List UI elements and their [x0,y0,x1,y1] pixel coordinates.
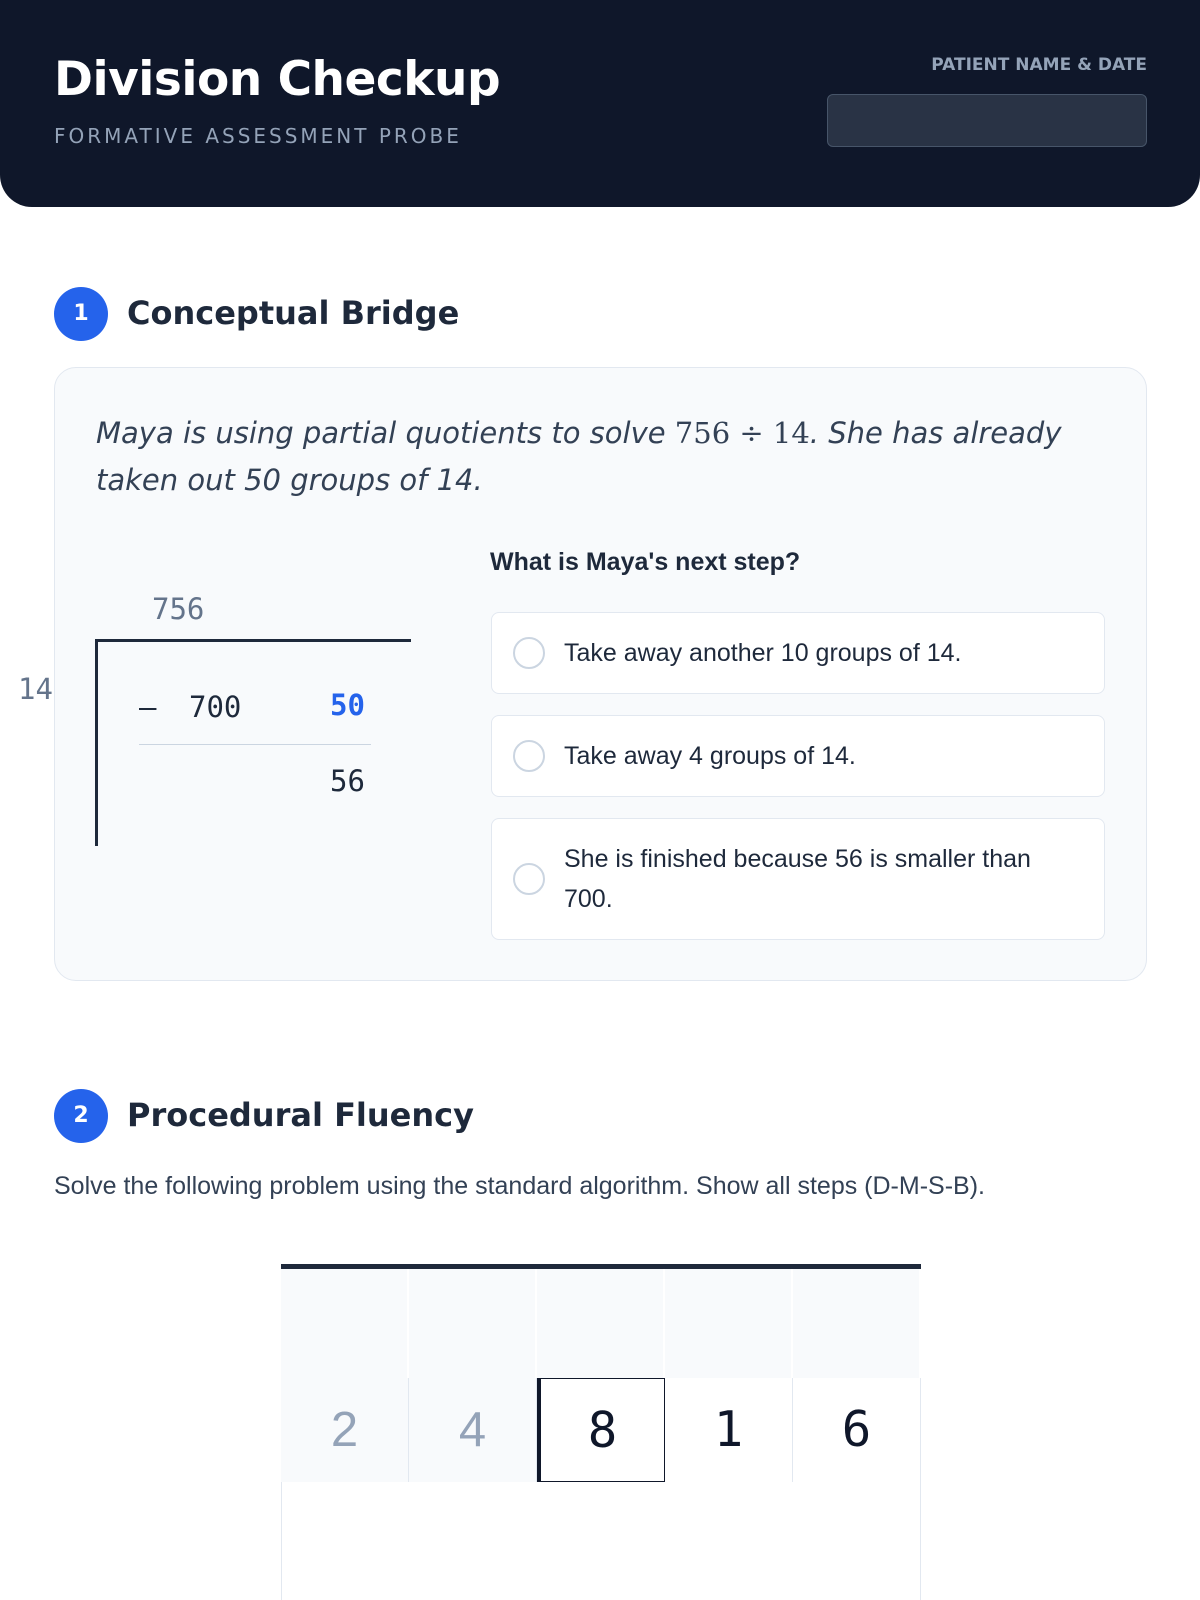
dividend-digit: 6 [793,1378,921,1482]
patient-name-date-label: PATIENT NAME & DATE [931,55,1147,75]
division-bracket-left [95,639,98,846]
dividend-digit: 8 [537,1378,665,1482]
partial-quotient: 50 [330,688,365,722]
option-label: She is finished because 56 is smaller than 700. [564,845,1031,913]
quotient-cell[interactable] [793,1269,920,1382]
minus-sign: — [139,690,157,724]
divisor-digit: 2 [281,1378,409,1482]
dividend-digit: 1 [665,1378,793,1482]
answer-option[interactable] [491,715,1105,797]
section-title: Conceptual Bridge [127,294,460,332]
prompt-text: . She has already taken out 50 groups of 14. [96,416,1062,497]
section-title: Procedural Fluency [127,1096,474,1134]
section-number-badge: 1 [54,287,108,341]
radio-button[interactable] [513,637,545,669]
problem-prompt [96,410,1116,504]
remainder-value: 56 [330,764,365,798]
quotient-cell[interactable] [281,1269,408,1382]
dividend: 756 [152,592,205,626]
answer-option[interactable] [491,612,1105,694]
radio-button[interactable] [513,863,545,895]
division-bracket-top [95,639,411,642]
instructions-text: Solve the following problem using the standard algorithm. Show all steps (D-M-S-B). [54,1172,985,1200]
work-area[interactable] [281,1482,921,1600]
divisor-digit: 4 [409,1378,537,1482]
prompt-text: Maya is using partial quotients to solve [96,416,675,450]
page-header [0,0,1200,207]
subtracted-value: 700 [189,690,242,724]
page-subtitle: FORMATIVE ASSESSMENT PROBE [54,124,462,148]
prompt-math: 756 ÷ 14 [674,416,810,450]
section-number-badge: 2 [54,1089,108,1143]
quotient-cell[interactable] [665,1269,792,1382]
page-title: Division Checkup [54,52,501,107]
option-label: Take away another 10 groups of 14. [564,639,962,667]
answer-option[interactable] [491,818,1105,940]
divisor: 14 [18,672,53,706]
patient-name-date-input[interactable] [827,94,1147,147]
quotient-cell[interactable] [409,1269,536,1382]
quotient-cell[interactable] [537,1269,664,1382]
question-text: What is Maya's next step? [490,548,801,576]
subtraction-line [139,744,371,745]
radio-button[interactable] [513,740,545,772]
option-label: Take away 4 groups of 14. [564,742,856,770]
